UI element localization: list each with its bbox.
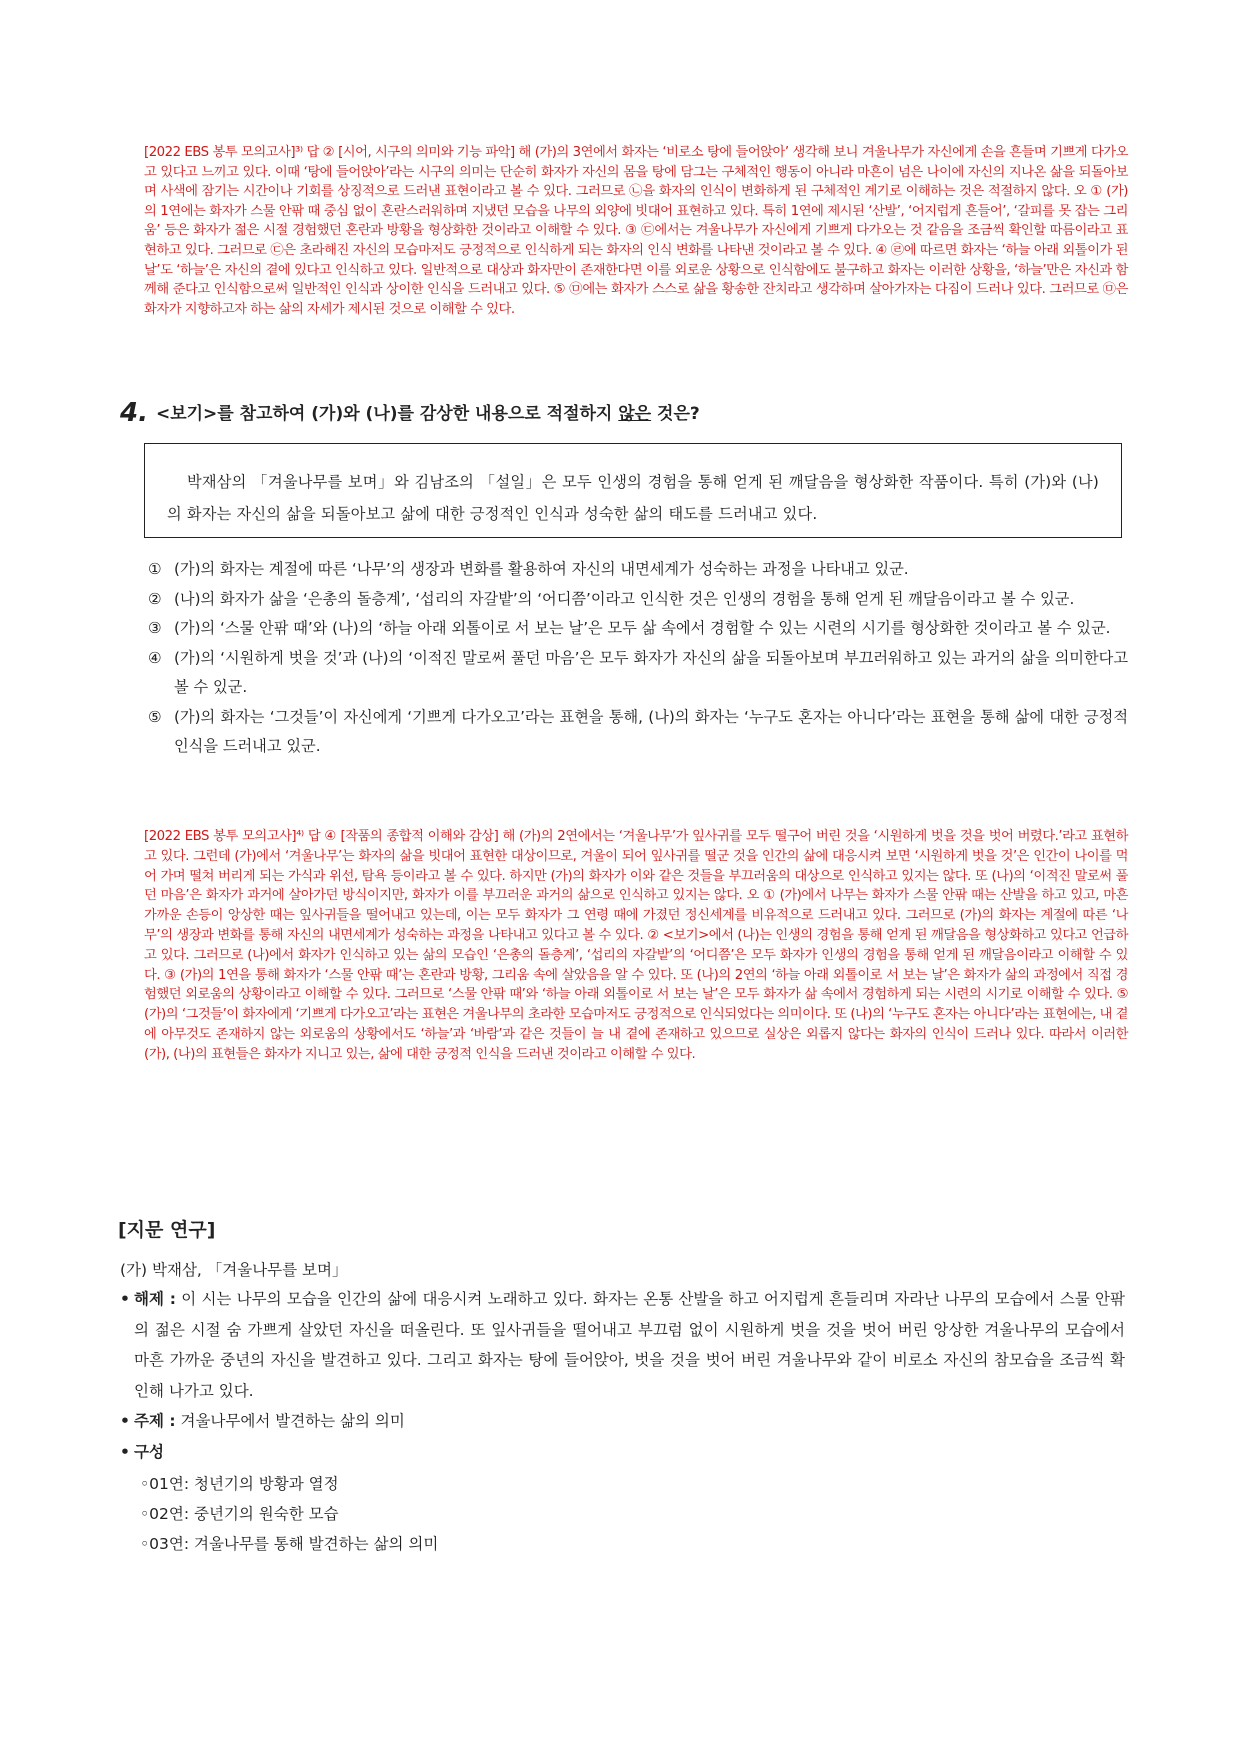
choice-text: (가)의 화자는 ‘그것들’이 자신에게 ‘기쁘게 다가오고’라는 표현을 통해, (나)의 화자는 ‘누구도 혼자는 아니다’라는 표현을 통해 삶에 대한 긍정적 인식을 드러내고 있군. xyxy=(174,707,1128,755)
bullet-juje xyxy=(120,1406,1125,1437)
gusung-label: 구성 xyxy=(134,1443,164,1461)
choice-text: (가)의 ‘시원하게 벗을 것’과 (나)의 ‘이적진 말로써 풀던 마음’은 모두 화자가 자신의 삶을 되돌아보며 부끄러워하고 있는 과거의 삶을 의미한다고 볼 수 있군. xyxy=(174,648,1128,696)
question-4 xyxy=(120,398,1120,428)
question-number: 4. xyxy=(120,398,148,428)
bullet-icon: • xyxy=(120,1443,130,1461)
choice-text: (가)의 화자는 계절에 따른 ‘나무’의 생장과 변화를 활용하여 자신의 내면세계가 성숙하는 과정을 나타내고 있군. xyxy=(174,560,909,578)
choice-number: ⑤ xyxy=(148,707,162,726)
bullet-icon: • xyxy=(120,1290,130,1308)
choice-number: ③ xyxy=(148,619,162,637)
haeje-body xyxy=(134,1284,1125,1406)
section-title: [지문 연구] xyxy=(118,1219,216,1241)
choice-item xyxy=(148,644,1128,703)
choice-item xyxy=(148,703,1128,762)
choice-item xyxy=(148,585,1128,615)
choice-number: ② xyxy=(148,589,162,608)
choice-item xyxy=(148,555,1128,585)
choice-item xyxy=(148,614,1128,644)
choice-number: ④ xyxy=(148,648,162,667)
question-stem-after: 것은? xyxy=(651,404,700,424)
bogi-box: 박재삼의 「겨울나무를 보며」와 김남조의 「설일」은 모두 인생의 경험을 통해 얻게 된 깨달음을 형상화한 작품이다. 특히 (가)와 (나)의 화자는 자신의 삶을 되돌아보고 삶에 대한 긍정적인 인식과 성숙한 삶의 태도를 드러내고 있다. xyxy=(144,443,1122,538)
question-stem-before: <보기>를 참고하여 (가)와 (나)를 감상한 내용으로 적절하지 xyxy=(155,404,619,424)
juje-text: 겨울나무에서 발견하는 삶의 의미 xyxy=(175,1412,405,1430)
choice-text: (가)의 ‘스물 안팎 때’와 (나)의 ‘하늘 아래 외톨이로 서 보는 날’은 모두 삶 속에서 경험할 수 있는 시련의 시기를 형상화한 것이라고 볼 수 있군. xyxy=(174,619,1111,637)
answer-explanation-3: [2022 EBS 봉투 모의고사]³⁾ 답 ② [시어, 시구의 의미와 기능 파악] 해 (가)의 3연에서 화자는 ‘비로소 탕에 들어앉아’ 생각해 보니 겨울나무가 자신에게 손을 흔들며 기쁘게 다가오고 있다고 느끼고 있다. 이때 ‘탕에 들어앉아’라는 시구의 의미는 단순히 화자가 자신의 몸을 탕에 담그는 구체적인 행동이 아니라 마흔이 넘은 나이에 자신의 지나온 삶을 되돌아보며 사색에 잠기는 시간이나 기회를 상징적으로 드러낸 표현이라고 볼 수 있다. 그러므로 ㉡을 화자의 인식이 변화하게 된 구체적인 계기로 이해하는 것은 적절하지 않다. 오 ① (가)의 1연에는 화자가 스물 안팎 때 중심 없이 혼란스러워하며 지냈던 모습을 나무의 외양에 빗대어 표현하고 있다. 특히 1연에 제시된 ‘산발’, ‘어지럽게 흔들어’, ‘갈피를 못 잡는 그리움’ 등은 화자가 젊은 시절 경험했던 혼란과 방황을 형상화한 것이라고 이해할 수 있다. ③ ㉢에서는 겨울나무가 자신에게 기쁘게 다가오는 것 같음을 조금씩 확인할 따름이라고 표현하고 있다. 그러므로 ㉢은 초라해진 자신의 모습마저도 긍정적으로 인식하게 되는 화자의 인식 변화를 나타낸 것이라고 볼 수 있다. ④ ㉣에 따르면 화자는 ‘하늘 아래 외톨이가 된 날’도 ‘하늘’은 자신의 곁에 있다고 인식하고 있다. 일반적으로 대상과 화자만이 존재한다면 이를 외로운 상황으로 인식함에도 불구하고 화자는 이러한 상황을, ‘하늘’만은 자신과 함께해 준다고 인식함으로써 일반적인 인식과 상이한 인식을 드러내고 있다. ⑤ ㉤에는 화자가 스스로 삶을 황송한 잔치라고 생각하며 살아가자는 다짐이 드러나 있다. 그러므로 ㉤은 화자가 지향하고자 하는 삶의 자세가 제시된 것으로 이해할 수 있다. xyxy=(144,145,1128,317)
structure-item: ◦03연: 겨울나무를 통해 발견하는 삶의 의미 xyxy=(140,1535,439,1553)
haeje-text: 이 시는 나무의 모습을 인간의 삶에 대응시켜 노래하고 있다. 화자는 온통 산발을 하고 어지럽게 흔들리며 자라난 나무의 모습에서 스물 안팎의 젊은 시절 숨 가쁘게 살았던 자신을 떠올린다. 또 잎사귀들을 떨어내고 부끄럼 없이 시원하게 벗을 것을 벗어 버린 앙상한 겨울나무의 모습에서 마흔 가까운 중년의 자신을 발견하고 있다. 그리고 화자는 탕에 들어앉아, 벗을 것을 벗어 버린 겨울나무와 같이 비로소 자신의 참모습을 조금씩 확인해 나가고 있다. xyxy=(134,1290,1125,1400)
answer-explanation-4: [2022 EBS 봉투 모의고사]⁴⁾ 답 ④ [작품의 종합적 이해와 감상] 해 (가)의 2연에서는 ‘겨울나무’가 잎사귀를 모두 떨구어 버린 것을 ‘시원하게 벗을 것을 벗어 버렸다.’라고 표현하고 있다. 그런데 (가)에서 ‘겨울나무’는 화자의 삶을 빗대어 표현한 대상이므로, 겨울이 되어 잎사귀를 떨군 것을 인간의 삶에 대응시켜 보면 ‘시원하게 벗을 것’은 인간이 나이를 먹어 가며 떨쳐 버리게 되는 가식과 위선, 탐욕 등이라고 볼 수 있다. 하지만 (가)의 화자가 이와 같은 것들을 부끄러움의 대상으로 인식하고 있지는 않다. 또 (나)의 ‘이적진 말로써 풀던 마음’은 화자가 과거에 살아가던 방식이지만, 화자가 이를 부끄러운 과거의 삶으로 인식하고 있지는 않다. 오 ① (가)에서 나무는 화자가 스물 안팎 때는 산발을 하고 있고, 마흔 가까운 손등이 앙상한 때는 잎사귀들을 떨어내고 있는데, 이는 모두 화자가 그 연령 때에 가졌던 정신세계를 비유적으로 드러내고 있다. 그러므로 (가)의 화자는 계절에 따른 ‘나무’의 생장과 변화를 통해 자신의 내면세계가 성숙하는 과정을 나타내고 있다고 볼 수 있다. ② <보기>에서 (나)는 인생의 경험을 통해 얻게 된 깨달음을 형상화하고 있다고 언급하고 있다. 그러므로 (나)에서 화자가 인식하고 있는 삶의 모습인 ‘은총의 돌층계’, ‘섭리의 자갈밭’의 ‘어디쯤’은 모두 화자가 인생의 경험을 통해 얻게 된 깨달음이라고 이해할 수 있다. ③ (가)의 1연을 통해 화자가 ‘스물 안팎 때’는 혼란과 방황, 그리움 속에 살았음을 알 수 있다. 또 (나)의 2연의 ‘하늘 아래 외톨이로 서 보는 날’은 화자가 삶의 과정에서 직접 경험했던 외로움의 상황이라고 이해할 수 있다. 그러므로 ‘스물 안팎 때’와 ‘하늘 아래 외톨이로 서 보는 날’은 모두 화자가 삶 속에서 경험하게 되는 시련의 시기로 이해할 수 있다. ⑤ (가)의 ‘그것들’이 화자에게 ‘기쁘게 다가오고’라는 표현은 겨울나무의 초라한 모습마저도 긍정적으로 인식되었다는 의미이다. 또 (나)의 ‘누구도 혼자는 아니다’라는 표현에는, 내 곁에 아무것도 존재하지 않는 외로움의 상황에서도 ‘하늘’과 ‘바람’과 같은 것들이 늘 내 곁에 존재하고 있으므로 실상은 외롭지 않다는 화자의 인식이 드러나 있다. 따라서 이러한 (가), (나)의 표현들은 화자가 지니고 있는, 삶에 대한 긍정적 인식을 드러낸 것이라고 이해할 수 있다. xyxy=(144,829,1128,1062)
structure-item: ◦02연: 중년기의 원숙한 모습 xyxy=(140,1505,339,1523)
choice-list xyxy=(148,555,1128,762)
bullet-icon: • xyxy=(120,1412,130,1430)
juje-body xyxy=(134,1406,1125,1437)
haeje-label: 해제 : xyxy=(134,1290,176,1308)
bullet-haeje xyxy=(120,1284,1125,1406)
poem-source: (가) 박재삼, 「겨울나무를 보며」 xyxy=(120,1261,348,1279)
bullet-gusung xyxy=(120,1437,1125,1468)
juje-label: 주제 : xyxy=(134,1412,176,1430)
structure-item: ◦01연: 청년기의 방황과 열정 xyxy=(140,1475,339,1493)
gusung-body xyxy=(134,1437,1125,1468)
question-stem-underlined: 않은 xyxy=(618,404,652,424)
choice-number: ① xyxy=(148,560,162,578)
choice-text: (나)의 화자가 삶을 ‘은총의 돌층계’, ‘섭리의 자갈밭’의 ‘어디쯤’이라고 인식한 것은 인생의 경험을 통해 얻게 된 깨달음이라고 볼 수 있군. xyxy=(174,589,1075,608)
